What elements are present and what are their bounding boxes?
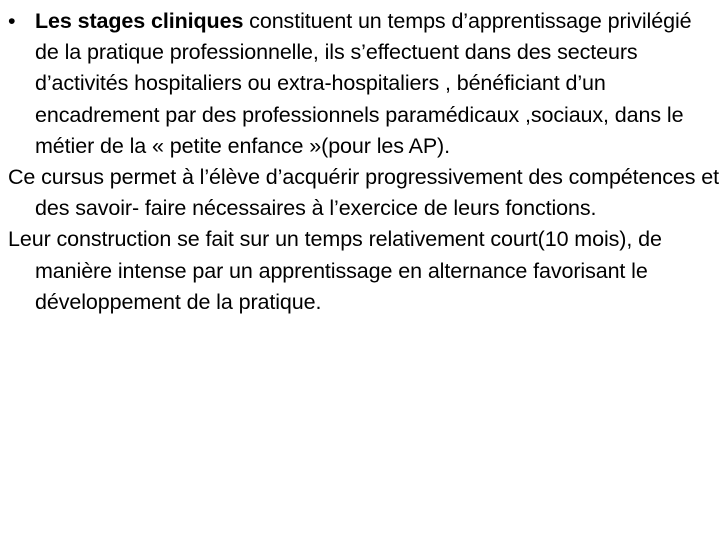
paragraph-text: Ce cursus permet à l’élève d’acquérir progressivement des compétences et des savoir- faire nécessaires à l’exercice de leurs fonctions. [8,165,720,221]
bullet-marker: • [8,9,16,33]
paragraph-text: Leur construction se fait sur un temps relativement court(10 mois), de manière intense par un apprentissage en alternance favorisant le développement de la pratique. [8,227,662,314]
paragraph-text: constituent un temps d’apprentissage privilégié de la pratique professionnelle, ils s’effectuent dans des secteurs d’activités hospitaliers ou extra-hospitaliers , bénéficiant d’un encadrement par des professionnels paramédicaux ,sociaux, dans le métier de la « petite enfance »(pour les AP). [35,9,692,158]
paragraph-construction [8,224,720,318]
paragraph-stages-cliniques [8,6,720,162]
bold-lead-text: Les stages cliniques [35,9,244,33]
slide-text-body [8,6,720,318]
paragraph-cursus [8,162,720,224]
